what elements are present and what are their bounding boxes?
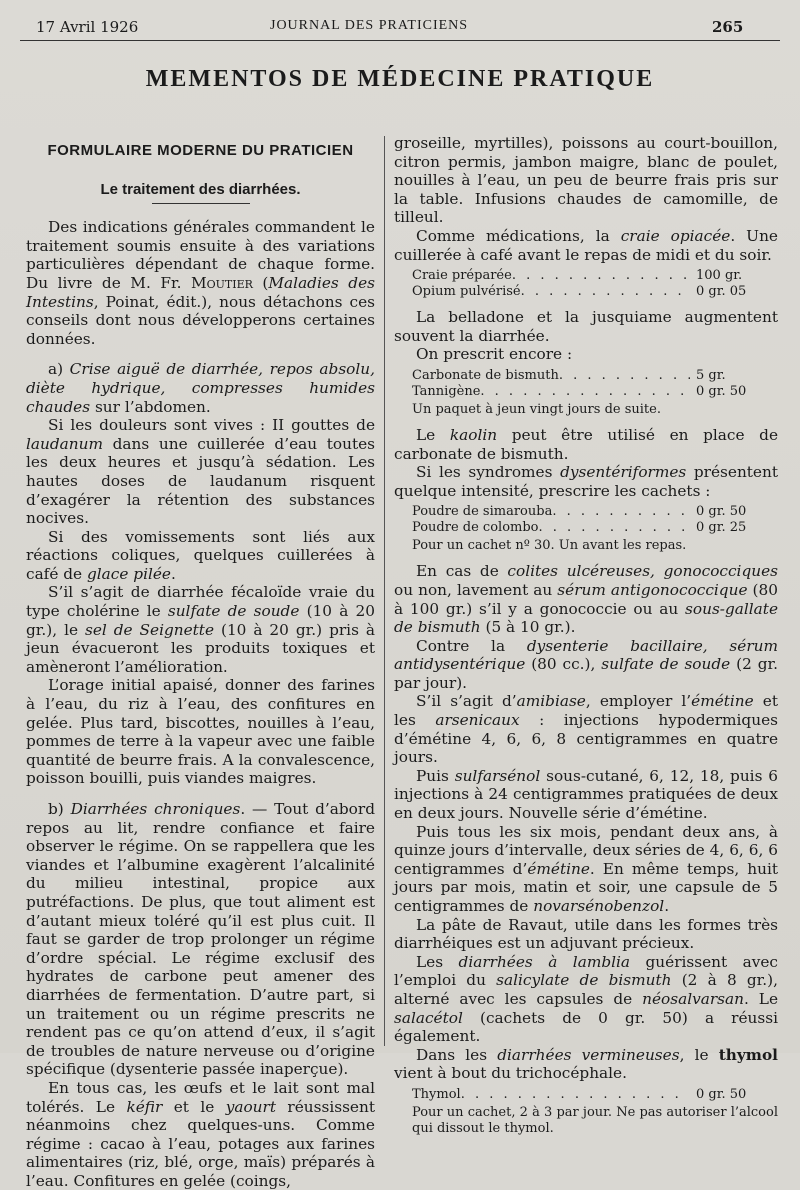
paragraph-oeufs: En tous cas, les œufs et le lait sont mal tolérés. Le kéfir et le yaourt réussissent néanmoins chez quelques-uns. Comme régime : cacao à l’eau, potages aux farines alimentaires (riz, blé, orge, maïs) préparés à l’eau. Confitures en gelée (coings, bbox=[26, 1078, 375, 1190]
right-column bbox=[394, 134, 778, 1145]
paragraph-kaolin: Le kaolin peut être utilisé en place de carbonate de bismuth. bbox=[394, 425, 778, 463]
paragraph-encore: On prescrit encore : bbox=[416, 345, 573, 364]
prescription-line: Carbonate de bismuth . . . 5 gr. bbox=[412, 368, 778, 384]
paragraph-dysenterie: Contre la dysenterie bacillaire, sérum antidysentérique (80 cc.), sulfate de soude (2 gr. par jour). bbox=[394, 636, 779, 692]
prescription-line: Poudre de simarouba . . . 0 gr. 50 bbox=[412, 504, 778, 520]
prescription-line: Opium pulvérisé . . . 0 gr. 05 bbox=[412, 284, 778, 300]
prescription-line: Poudre de colombo . . . 0 gr. 25 bbox=[412, 520, 778, 536]
page-title: MEMENTOS DE MÉDECINE PRATIQUE bbox=[145, 66, 655, 92]
prescription-note: Pour un cachet nº 30. Un avant les repas. bbox=[412, 538, 687, 554]
page-number: 265 bbox=[712, 18, 744, 36]
paragraph-continuation: groseille, myrtilles), poissons au court-bouillon, citron permis, jambon maigre, blanc de poulet, nouilles à l’eau, un peu de beurre frais pris sur la table. Infusions chaudes de camomille, de tilleul. bbox=[394, 134, 778, 227]
journal-name: JOURNAL DES PRATICIENS bbox=[270, 18, 469, 33]
paragraph-vomissements: Si des vomissements sont liés aux réactions coliques, quelques cuillerées à café de glace pilée. bbox=[26, 527, 375, 583]
prescription-line: Thymol . . . 0 gr. 50 bbox=[412, 1087, 778, 1103]
paragraph-colites: En cas de colites ulcéreuses, gonococciques ou non, lavement au sérum antigonococcique (80 à 100 gr.) s’il y a gonococcie ou au sous-gallate de bismuth (5 à 10 gr.). bbox=[394, 562, 778, 637]
paragraph-sulfarsenol: Puis sulfarsénol sous-cutané, 6, 12, 18, puis 6 injections à 24 centigrammes pratiquées de deux en deux jours. Nouvelle série d’émétine. bbox=[394, 766, 778, 823]
issue-date: 17 Avril 1926 bbox=[36, 18, 139, 36]
paragraph-crise-aigue: a) Crise aiguë de diarrhée, repos absolu, diète hydrique, compresses humides chaudes sur l’abdomen. bbox=[26, 360, 375, 416]
prescription-thymol bbox=[412, 1087, 778, 1137]
paragraph-amibiase: S’il s’agit d’amibiase, employer l’émétine et les arsenicaux : injections hypodermiques d’émétine 4, 6, 6, 8 centigrammes en quatre jours. bbox=[394, 692, 778, 767]
prescription-craie bbox=[412, 268, 778, 300]
prescription-cachets bbox=[412, 504, 778, 554]
book-title: Maladies des Intestins bbox=[26, 273, 375, 311]
article-subtitle: Le traitement des diarrhées. bbox=[100, 180, 301, 198]
paragraph-ravaut: La pâte de Ravaut, utile dans les formes très diarrhéiques est un adjuvant précieux. bbox=[394, 915, 778, 953]
column-divider bbox=[384, 136, 385, 1046]
header-rule bbox=[20, 40, 780, 41]
paragraph-lamblia: Les diarrhées à lamblia guérissent avec l’emploi du salicylate de bismuth (2 à 8 gr.), alterné avec les capsules de néosalvarsan. Le salacétol (cachets de 0 gr. 50) a réussi également. bbox=[394, 952, 779, 1046]
paragraph-syndromes: Si les syndromes dysentériformes présentent quelque intensité, prescrire les cachets : bbox=[394, 463, 778, 500]
subtitle-rule bbox=[152, 203, 250, 204]
prescription-line: Craie préparée . . . 100 gr. bbox=[412, 268, 778, 284]
left-column bbox=[26, 140, 375, 1190]
running-header bbox=[0, 18, 800, 38]
paragraph-six-mois: Puis tous les six mois, pendant deux ans, à quinze jours d’intervalle, deux séries de 4, 6, 6, 6 centigrammes d’émétine. En même temps, huit jours par mois, matin et soir, une capsule de 5 centigrammes de novarsénobenzol. bbox=[394, 822, 778, 915]
paragraph-orage: L’orage initial apaisé, donner des farines à l’eau, du riz à l’eau, des confitures en gelée. Plus tard, biscottes, nouilles à l’eau, pommes de terre à la vapeur avec une faible quantité de beurre frais. A la convalescence, poisson bouilli, puis viandes maigres. bbox=[26, 676, 375, 788]
prescription-note: Un paquet à jeun vingt jours de suite. bbox=[412, 401, 661, 417]
paragraph-diarrhees-chroniques: b) Diarrhées chroniques. — Tout d’abord repos au lit, rendre confiance et faire observer le régime. On se rappellera que les viandes et l’albumine exagèrent l’alcalinité du milieu intestinal, propice aux putréfactions. De plus, que tout aliment est d’autant mieux toléré qu’il est plus cuit. Il faut se garder de trop prolonger un régime d’ordre spécial. Le régime exclusif des hydrates de carbone peut amener des diarrhées de fermentation. D’autre part, si un traitement ou un régime prescrits ne rendent pas ce qu’on attend d’eux, il s’agit de troubles de nature nerveuse ou d’origine spécifique (dysenterie passée inaperçue). bbox=[26, 800, 376, 1079]
paragraph-douleurs: Si les douleurs sont vives : II gouttes de laudanum dans une cuillerée d’eau toutes les deux heures et jusqu’à sédation. Les hautes doses de laudanum risquent d’exagérer la rétention des substances nocives. bbox=[26, 416, 375, 528]
paragraph-vermineuses: Dans les diarrhées vermineuses, le thymol vient à bout du trichocéphale. bbox=[394, 1045, 778, 1083]
prescription-line: Tannigène . . . 0 gr. 50 bbox=[412, 384, 778, 400]
paragraph-belladone: La belladone et la jusquiame augmentent souvent la diarrhée. bbox=[394, 308, 778, 345]
paragraph-medications: Comme médications, la craie opiacée. Une cuillerée à café avant le repas de midi et du soir. bbox=[394, 226, 778, 264]
prescription-bismuth bbox=[412, 368, 778, 418]
prescription-note: Pour un cachet, 2 à 3 par jour. Ne pas autoriser l’alcool qui dissout le thymol. bbox=[412, 1104, 778, 1136]
intro-paragraph: Des indications générales commandent le traitement soumis ensuite à des variations particulières dépendant de chaque forme. Du livre de M. Fr. Moutier (Maladies des Intestins, Poinat, édit.), nous détachons ces conseils dont nous développerons certaines données. bbox=[26, 218, 375, 348]
section-title: FORMULAIRE MODERNE DU PRATICIEN bbox=[47, 142, 354, 159]
paragraph-cholerine: S’il s’agit de diarrhée fécaloïde vraie du type cholérine le sulfate de soude (10 à 20 gr.), le sel de Seignette (10 à 20 gr.) pris à jeun évacueront les produits toxiques et amèneront l’amélioration. bbox=[26, 583, 375, 676]
author-name: Moutier bbox=[190, 273, 253, 292]
